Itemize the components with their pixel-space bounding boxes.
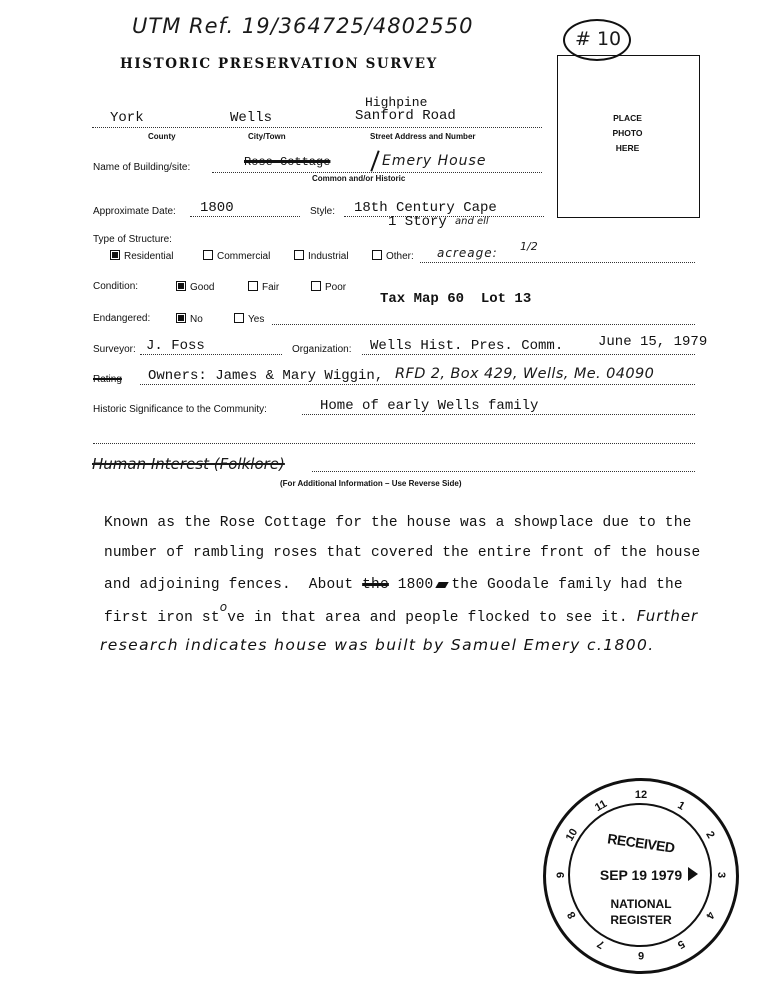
date-value: 1800 bbox=[200, 200, 234, 216]
tax-map: Tax Map 60 Lot 13 bbox=[380, 291, 532, 307]
style-value-line1: 18th Century Cape bbox=[354, 200, 497, 216]
poor-label: Poor bbox=[325, 282, 347, 293]
narrative-line-3-b: 1800 bbox=[397, 577, 434, 593]
stamp-dial-number: 4 bbox=[703, 909, 718, 921]
poor-checkbox[interactable] bbox=[311, 281, 321, 291]
narrative-line-5: research indicates house was built by Samuel Emery c.1800. bbox=[100, 636, 655, 654]
survey-number: # 10 bbox=[575, 28, 622, 50]
street-label: Street Address and Number bbox=[370, 132, 476, 141]
structure-option-other[interactable] bbox=[372, 250, 414, 262]
rating-struck-label: Rating bbox=[93, 374, 122, 385]
commercial-label: Commercial bbox=[217, 251, 271, 262]
stamp-dial-number: 8 bbox=[564, 909, 579, 921]
surveyor-value: J. Foss bbox=[146, 338, 205, 354]
good-checkbox[interactable] bbox=[176, 281, 186, 291]
narrative-line-3-c: the Goodale family had the bbox=[451, 577, 683, 593]
human-interest-underline bbox=[312, 471, 695, 472]
narrative-line-4-hand: Further bbox=[636, 607, 699, 625]
significance-label: Historic Significance to the Community: bbox=[93, 404, 267, 415]
stamp-dial-number: 12 bbox=[634, 789, 648, 801]
building-value: Emery House bbox=[382, 153, 487, 169]
building-label: Name of Building/site: bbox=[93, 162, 191, 173]
narrative-line-3-struck: the bbox=[362, 577, 389, 593]
street-value-line1: Highpine bbox=[365, 95, 428, 110]
narrative-caret bbox=[436, 582, 449, 588]
organization-label: Organization: bbox=[292, 344, 352, 355]
narrative-line-2: number of rambling roses that covered the entire front of the house bbox=[104, 545, 701, 561]
style-label: Style: bbox=[310, 206, 336, 217]
other-label: Other: bbox=[386, 251, 414, 262]
structure-option-residential[interactable] bbox=[110, 250, 173, 262]
survey-date: June 15, 1979 bbox=[598, 334, 708, 350]
significance-underline-2 bbox=[93, 443, 695, 444]
narrative-line-1: Known as the Rose Cottage for the house was a showplace due to the bbox=[104, 515, 692, 531]
narrative-line-4-b: ve in that area and people flocked to see it. bbox=[227, 610, 628, 626]
other-underline bbox=[420, 262, 695, 263]
no-checkbox[interactable] bbox=[176, 313, 186, 323]
stamp-arrow bbox=[688, 867, 698, 881]
stamp-line1: NATIONAL bbox=[610, 897, 672, 911]
stamp-dial-number: 3 bbox=[715, 871, 727, 879]
stamp-dial-number: 10 bbox=[563, 826, 580, 844]
industrial-label: Industrial bbox=[308, 251, 349, 262]
condition-option-good[interactable] bbox=[176, 281, 214, 293]
narrative-line-4 bbox=[104, 600, 699, 626]
additional-info-note: (For Additional Information – Use Reverse Side) bbox=[280, 479, 462, 488]
no-label: No bbox=[190, 314, 203, 325]
other-checkbox[interactable] bbox=[372, 250, 382, 260]
structure-option-commercial[interactable] bbox=[203, 250, 270, 262]
significance-underline-1 bbox=[302, 414, 695, 415]
building-slash bbox=[370, 150, 379, 171]
endangered-underline bbox=[272, 324, 695, 325]
stamp-dial-number: 5 bbox=[675, 937, 687, 952]
condition-option-fair[interactable] bbox=[248, 281, 279, 293]
city-value: Wells bbox=[230, 110, 273, 126]
condition-label: Condition: bbox=[93, 281, 139, 292]
stamp-dial-number: 7 bbox=[595, 937, 607, 952]
date-label: Approximate Date: bbox=[93, 206, 176, 217]
narrative-line-3 bbox=[104, 577, 683, 593]
yes-checkbox[interactable] bbox=[234, 313, 244, 323]
stamp-dial-number: 11 bbox=[592, 797, 610, 814]
county-value: York bbox=[110, 110, 144, 126]
location-underline bbox=[92, 127, 542, 128]
stamp-dial-number: 9 bbox=[555, 871, 567, 879]
other-value: acreage: bbox=[437, 246, 498, 260]
owners-address: RFD 2, Box 429, Wells, Me. 04090 bbox=[395, 366, 655, 382]
building-struck-value: Rose Cottage bbox=[244, 155, 331, 169]
fair-checkbox[interactable] bbox=[248, 281, 258, 291]
stamp-date: SEP 19 1979 bbox=[599, 867, 683, 883]
residential-label: Residential bbox=[124, 251, 174, 262]
structure-label: Type of Structure: bbox=[93, 234, 172, 245]
significance-value: Home of early Wells family bbox=[320, 398, 539, 414]
street-value-line2: Sanford Road bbox=[355, 108, 456, 124]
structure-option-industrial[interactable] bbox=[294, 250, 349, 262]
surveyor-underline bbox=[140, 354, 282, 355]
owners-value: Owners: James & Mary Wiggin, bbox=[148, 368, 384, 384]
owners-underline bbox=[140, 384, 695, 385]
organization-value: Wells Hist. Pres. Comm. bbox=[370, 338, 564, 354]
photo-box-line2: PHOTO bbox=[612, 128, 643, 138]
other-fraction: 1/2 bbox=[520, 240, 538, 253]
style-value-line2: 1 Story bbox=[388, 214, 447, 230]
stamp-dial-number: 1 bbox=[675, 798, 687, 813]
building-underline bbox=[212, 172, 542, 173]
stamp-dial-number: 2 bbox=[703, 829, 718, 841]
photo-box-line1: PLACE bbox=[613, 113, 642, 123]
style-value-hand: and ell bbox=[455, 216, 489, 227]
narrative-line-4-a: first iron st bbox=[104, 610, 220, 626]
form-title: HISTORIC PRESERVATION SURVEY bbox=[120, 56, 438, 72]
stamp-line2: REGISTER bbox=[610, 913, 672, 927]
received-stamp bbox=[543, 778, 739, 974]
endangered-option-no[interactable] bbox=[176, 313, 203, 325]
stamp-dial-number: 6 bbox=[637, 949, 645, 961]
surveyor-label: Surveyor: bbox=[93, 344, 136, 355]
endangered-label: Endangered: bbox=[93, 313, 151, 324]
condition-option-poor[interactable] bbox=[311, 281, 346, 293]
date-underline bbox=[190, 216, 300, 217]
photo-box-line3: HERE bbox=[615, 143, 640, 153]
good-label: Good bbox=[190, 282, 215, 293]
organization-underline bbox=[362, 354, 695, 355]
yes-label: Yes bbox=[248, 314, 265, 325]
stamp-received: RECEIVED bbox=[606, 830, 676, 856]
residential-checkbox[interactable] bbox=[110, 250, 120, 260]
industrial-checkbox[interactable] bbox=[294, 250, 304, 260]
utm-reference: UTM Ref. 19/364725/4802550 bbox=[132, 14, 474, 38]
county-label: County bbox=[148, 132, 176, 141]
commercial-checkbox[interactable] bbox=[203, 250, 213, 260]
building-sub-label: Common and/or Historic bbox=[312, 174, 406, 183]
narrative-line-3-a: and adjoining fences. About bbox=[104, 577, 354, 593]
human-interest-struck: Human Interest (Folklore) bbox=[92, 455, 285, 473]
narrative-line-4-insert: o bbox=[219, 600, 228, 614]
fair-label: Fair bbox=[262, 282, 280, 293]
endangered-option-yes[interactable] bbox=[234, 313, 264, 325]
city-label: City/Town bbox=[248, 132, 286, 141]
